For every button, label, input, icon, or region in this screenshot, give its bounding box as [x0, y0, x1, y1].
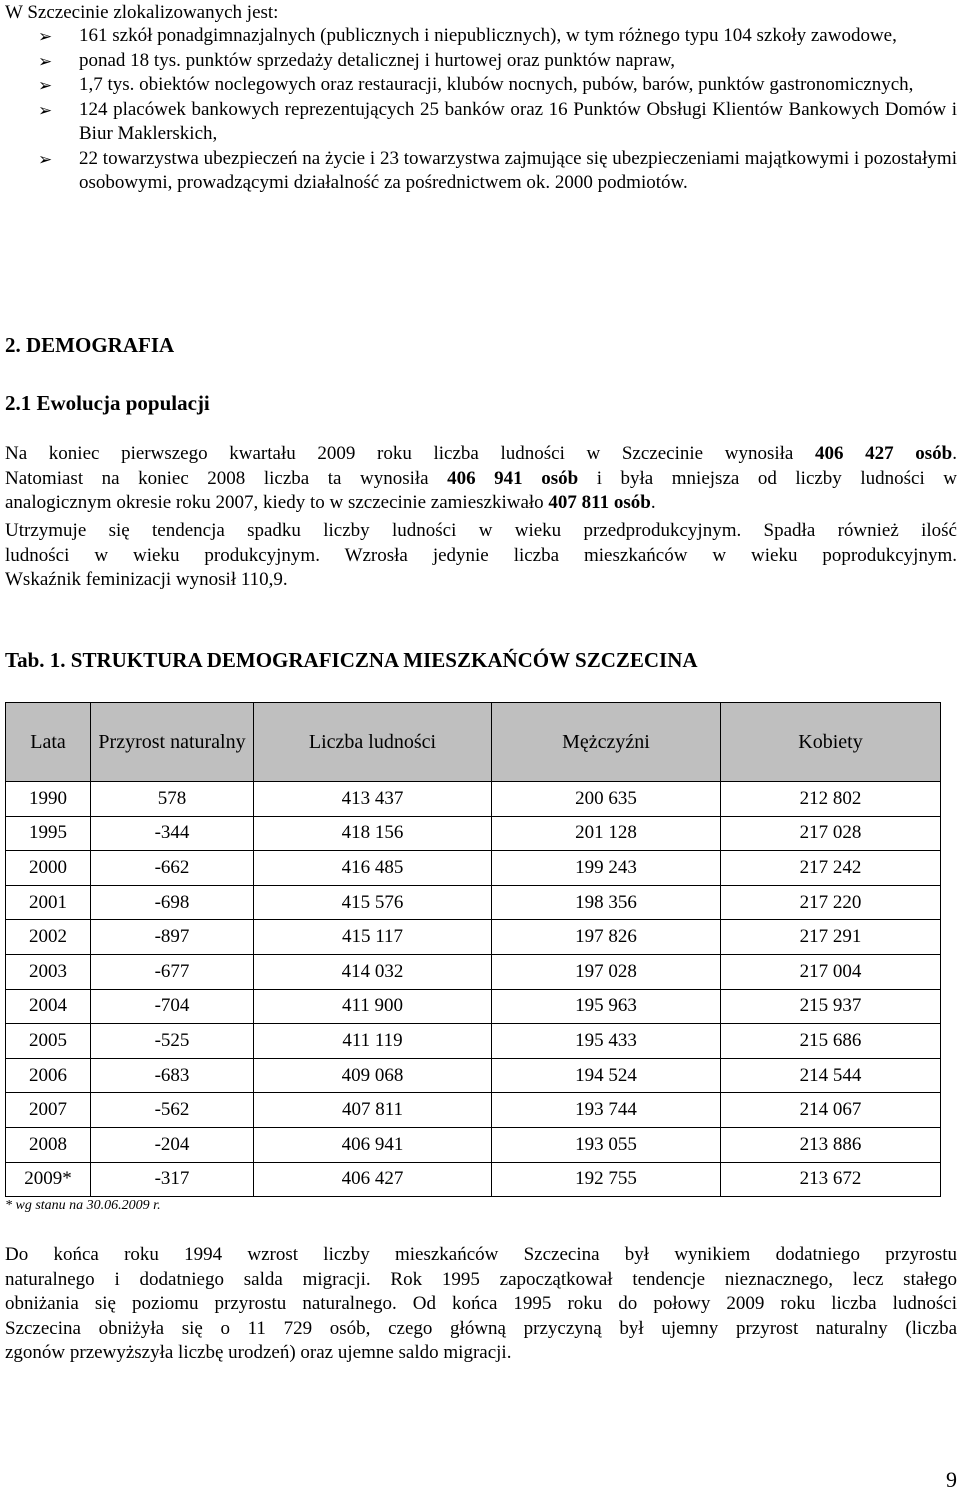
table-cell: 406 427: [254, 1162, 492, 1197]
arrow-bullet-icon: ➢: [38, 149, 53, 170]
table-row: [6, 989, 941, 1024]
table-cell: 217 291: [721, 920, 941, 955]
column-header: Przyrost naturalny: [91, 703, 254, 782]
section-heading: 2. DEMOGRAFIA: [5, 333, 175, 357]
list-item: [5, 24, 957, 49]
table-title: Tab. 1. STRUKTURA DEMOGRAFICZNA MIESZKAŃCÓW SZCZECINA: [5, 648, 698, 672]
bullet-list: [5, 24, 957, 196]
demographics-table: [5, 702, 941, 1197]
table-cell: 2002: [6, 920, 91, 955]
table-cell: 2000: [6, 851, 91, 886]
arrow-bullet-icon: ➢: [38, 27, 53, 47]
table-cell: 199 243: [492, 851, 721, 886]
table-cell: 217 242: [721, 851, 941, 886]
paragraph-history: Do końca roku 1994 wzrost liczby mieszkańców Szczecina był wynikiem dodatniego przyrostu naturalnego i dodatniego salda migracji. Rok 1995 zapoczątkował tendencje nieznacznego, lecz stałego obniżania się poziomu przyrostu naturalnego. Od końca 1995 roku do połowy 2009 roku liczba ludności Szczecina obniżyła się o 11 729 osób, czego główną przyczyną był ujemny przyrost naturalny (liczba zgonów przewyższyła liczbę urodzeń) oraz ujemne saldo migracji.: [5, 1244, 957, 1363]
table-row: [6, 1024, 941, 1059]
population-2007-value: 407 811 osób: [548, 492, 651, 513]
table-cell: 215 686: [721, 1024, 941, 1059]
population-2008-value: 406 941 osób: [447, 467, 579, 489]
table-cell: 193 744: [492, 1093, 721, 1128]
table-cell: 418 156: [254, 816, 492, 851]
column-header: Liczba ludności: [254, 703, 492, 782]
table-cell: 214 544: [721, 1058, 941, 1093]
table-cell: 2004: [6, 989, 91, 1024]
list-item: [5, 49, 957, 74]
intro-text: W Szczecinie zlokalizowanych jest:: [5, 2, 279, 23]
table-cell: 197 028: [492, 954, 721, 989]
table-cell: -662: [91, 851, 254, 886]
table-row: [6, 1127, 941, 1162]
table-cell: -698: [91, 885, 254, 920]
table-row: [6, 885, 941, 920]
table-cell: -562: [91, 1093, 254, 1128]
table-cell: 406 941: [254, 1127, 492, 1162]
table-cell: 409 068: [254, 1058, 492, 1093]
list-item: [5, 98, 957, 147]
table-cell: 2003: [6, 954, 91, 989]
table-cell: 212 802: [721, 782, 941, 817]
table-cell: 195 433: [492, 1024, 721, 1059]
table-header-row: [6, 703, 941, 782]
table-cell: 194 524: [492, 1058, 721, 1093]
table-row: [6, 782, 941, 817]
table-cell: 213 672: [721, 1162, 941, 1197]
list-item-text: ponad 18 tys. punktów sprzedaży detalicznej i hurtowej oraz punktów napraw,: [79, 49, 676, 71]
table-row: [6, 851, 941, 886]
table-cell: 197 826: [492, 920, 721, 955]
paragraph-trends: Utrzymuje się tendencja spadku liczby ludności w wieku przedprodukcyjnym. Spadła również ilość ludności w wieku produkcyjnym. Wzrosła jedynie liczba mieszkańców w wieku poprodukcyjnym. Wskaźnik feminizacji wynosił 110,9.: [5, 520, 957, 590]
table-row: [6, 954, 941, 989]
table-cell: -344: [91, 816, 254, 851]
table-cell: 411 900: [254, 989, 492, 1024]
table-cell: -204: [91, 1127, 254, 1162]
list-item-text: 124 placówek bankowych reprezentujących 25 banków oraz 16 Punktów Obsługi Klientów Bankowych Domów i Biur Maklerskich,: [79, 98, 957, 144]
arrow-bullet-icon: ➢: [38, 76, 53, 96]
list-item-text: 22 towarzystwa ubezpieczeń na życie i 23 towarzystwa zajmujące się ubezpieczeniami majątkowymi i pozostałymi osobowymi, prowadzącymi działalność za pośrednictwem ok. 2000 podmiotów.: [79, 147, 957, 193]
table-row: [6, 920, 941, 955]
list-item-text: 1,7 tys. obiektów noclegowych oraz restauracji, klubów nocnych, pubów, barów, punktów gastronomicznych,: [79, 74, 914, 95]
table-cell: 2007: [6, 1093, 91, 1128]
table-cell: -525: [91, 1024, 254, 1059]
list-item: [5, 73, 957, 98]
population-2009-value: 406 427 osób: [814, 443, 953, 464]
table-cell: 2008: [6, 1127, 91, 1162]
table-row: [6, 816, 941, 851]
page-number: 9: [946, 1467, 957, 1492]
table-cell: 2001: [6, 885, 91, 920]
table-cell: 407 811: [254, 1093, 492, 1128]
table-cell: -677: [91, 954, 254, 989]
list-item-text: 161 szkół ponadgimnazjalnych (publicznych i niepublicznych), w tym różnego typu 104 szkoły zawodowe,: [79, 25, 897, 46]
table-cell: 193 055: [492, 1127, 721, 1162]
table-cell: 217 004: [721, 954, 941, 989]
table-cell: 198 356: [492, 885, 721, 920]
list-item: [5, 147, 957, 196]
subsection-heading: 2.1 Ewolucja populacji: [5, 391, 210, 415]
table-cell: 415 117: [254, 920, 492, 955]
column-header: Mężczyźni: [492, 703, 721, 782]
table-cell: 214 067: [721, 1093, 941, 1128]
table-cell: -317: [91, 1162, 254, 1197]
table-cell: 200 635: [492, 782, 721, 817]
table-cell: 201 128: [492, 816, 721, 851]
table-cell: 2006: [6, 1058, 91, 1093]
column-header: Lata: [6, 703, 91, 782]
table-cell: 413 437: [254, 782, 492, 817]
table-cell: 215 937: [721, 989, 941, 1024]
table-cell: 2005: [6, 1024, 91, 1059]
table-cell: 1995: [6, 816, 91, 851]
table-row: [6, 1093, 941, 1128]
table-cell: 578: [91, 782, 254, 817]
table-row: [6, 1058, 941, 1093]
table-cell: -704: [91, 989, 254, 1024]
table-cell: 411 119: [254, 1024, 492, 1059]
table-cell: 416 485: [254, 851, 492, 886]
table-cell: 195 963: [492, 989, 721, 1024]
column-header: Kobiety: [721, 703, 941, 782]
arrow-bullet-icon: ➢: [38, 100, 53, 121]
table-cell: -897: [91, 920, 254, 955]
paragraph-population: Na koniec pierwszego kwartału 2009 roku liczba ludności w Szczecinie wynosiła 406 427 osób. Natomiast na koniec 2008 liczba ta wynosiła 406 941 osób i była mniejsza od liczby ludności w analogicznym okresie roku 2007, kiedy to w szczecinie zamieszkiwało 407 811 osób.: [5, 443, 957, 513]
table-cell: 415 576: [254, 885, 492, 920]
table-cell: 2009*: [6, 1162, 91, 1197]
table-cell: 217 028: [721, 816, 941, 851]
table-cell: 217 220: [721, 885, 941, 920]
table-cell: 414 032: [254, 954, 492, 989]
arrow-bullet-icon: ➢: [38, 51, 53, 72]
table-cell: 213 886: [721, 1127, 941, 1162]
table-cell: -683: [91, 1058, 254, 1093]
table-cell: 1990: [6, 782, 91, 817]
table-cell: 192 755: [492, 1162, 721, 1197]
table-footnote: * wg stanu na 30.06.2009 r.: [5, 1198, 161, 1213]
table-row: [6, 1162, 941, 1197]
